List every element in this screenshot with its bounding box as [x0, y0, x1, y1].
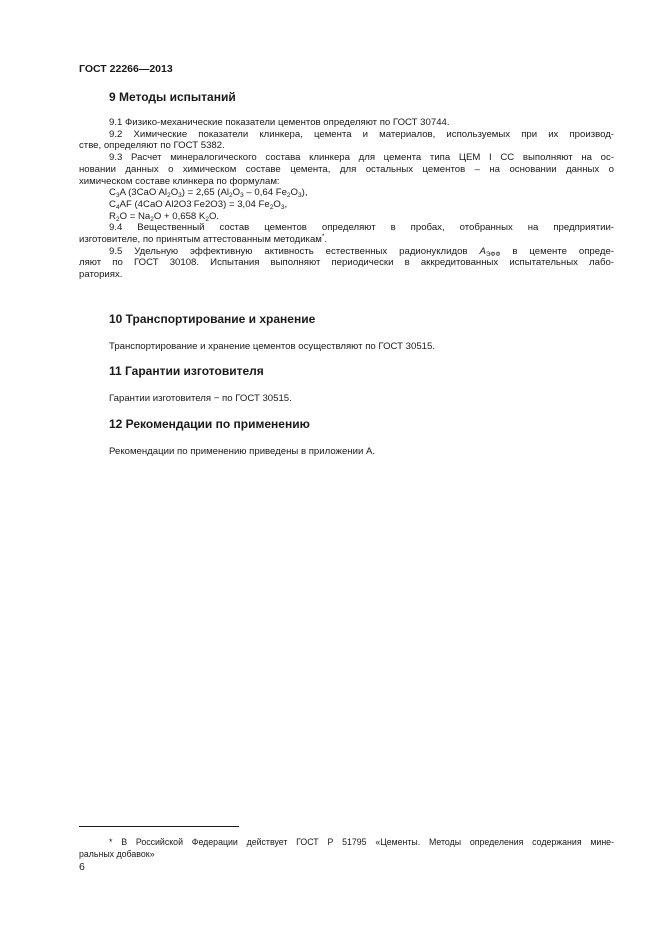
page-number: 6 [79, 861, 85, 873]
document-header: ГОСТ 22266—2013 [79, 63, 173, 75]
paragraph-9-3-line-2: новании данных о химическом составе цемента, для остальных цементов – на основании данных о [79, 163, 614, 175]
paragraph-9-5-line-1: 9.5 Удельную эффективную активность естественных радионуклидов $А_{ЭФФ}$ в цементе опреде- [109, 245, 615, 258]
section-12-heading: 12 Рекомендации по применению [109, 417, 310, 431]
paragraph-9-4-line-1: 9.4 Вещественный состав цементов определяют в пробах, отобранных на предприятии- [109, 222, 614, 234]
paragraph-9-2-line-1: 9.2 Химические показатели клинкера, цемента и материалов, используемых при их производ- [109, 128, 614, 140]
paragraph-9-2-line-2: стве, определяют по ГОСТ 5382. [79, 140, 225, 152]
section-9-heading: 9 Методы испытаний [109, 90, 236, 104]
paragraph-9-3-line-1: 9.3 Расчет минералогического состава клинкера для цемента типа ЦЕМ I СС выполняют на ос- [109, 152, 614, 164]
formula-r2o: $R_2O = Na_2O + 0,658$ $K_2O$. [109, 210, 220, 223]
section-11-heading: 11 Гарантии изготовителя [109, 364, 264, 378]
section-12-text: Рекомендации по применению приведены в приложении А. [109, 446, 376, 457]
section-9-body [79, 117, 614, 281]
paragraph-9-5-line-3: раториях. [79, 269, 123, 281]
footnote-reference: * [321, 232, 325, 240]
footnote-separator [79, 826, 239, 827]
section-11-text: Гарантии изготовителя − по ГОСТ 30515. [109, 393, 292, 404]
footnote [79, 836, 614, 860]
paragraph-9-3-line-3: химическом составе клинкера по формулам: [79, 175, 280, 187]
footnote-mark: * [109, 837, 113, 847]
formula-c3a: $C_3A$ $(3CaO^\cdot Al_2O_3) = 2,65$ ($Al_2O_3 - 0,64$ $Fe_2O_3$), [109, 186, 308, 200]
section-10-heading: 10 Транспортирование и хранение [109, 312, 316, 326]
paragraph-9-1: 9.1 Физико-механические показатели цементов определяют по ГОСТ 30744. [109, 117, 450, 128]
formula-c4af: $C_4AF$ (4CaO·Al2O3·Fe2O3) = 3,04 $Fe_2O_3$, [109, 197, 288, 211]
paragraph-9-5-line-2: ляют по ГОСТ 30108. Испытания выполняют периодически в аккредитованных испытательных лабо- [79, 257, 614, 269]
paragraph-9-4-line-2: изготовителе, по принятым аттестованным методикам*. [79, 232, 328, 246]
section-10-text: Транспортирование и хранение цементов осуществляют по ГОСТ 30515. [109, 341, 436, 352]
footnote-line-1: * В Российской Федерации действует ГОСТ Р 51795 «Цементы. Методы определения содержания мине- [109, 837, 614, 847]
footnote-line-2: ральных добавок» [79, 849, 155, 859]
